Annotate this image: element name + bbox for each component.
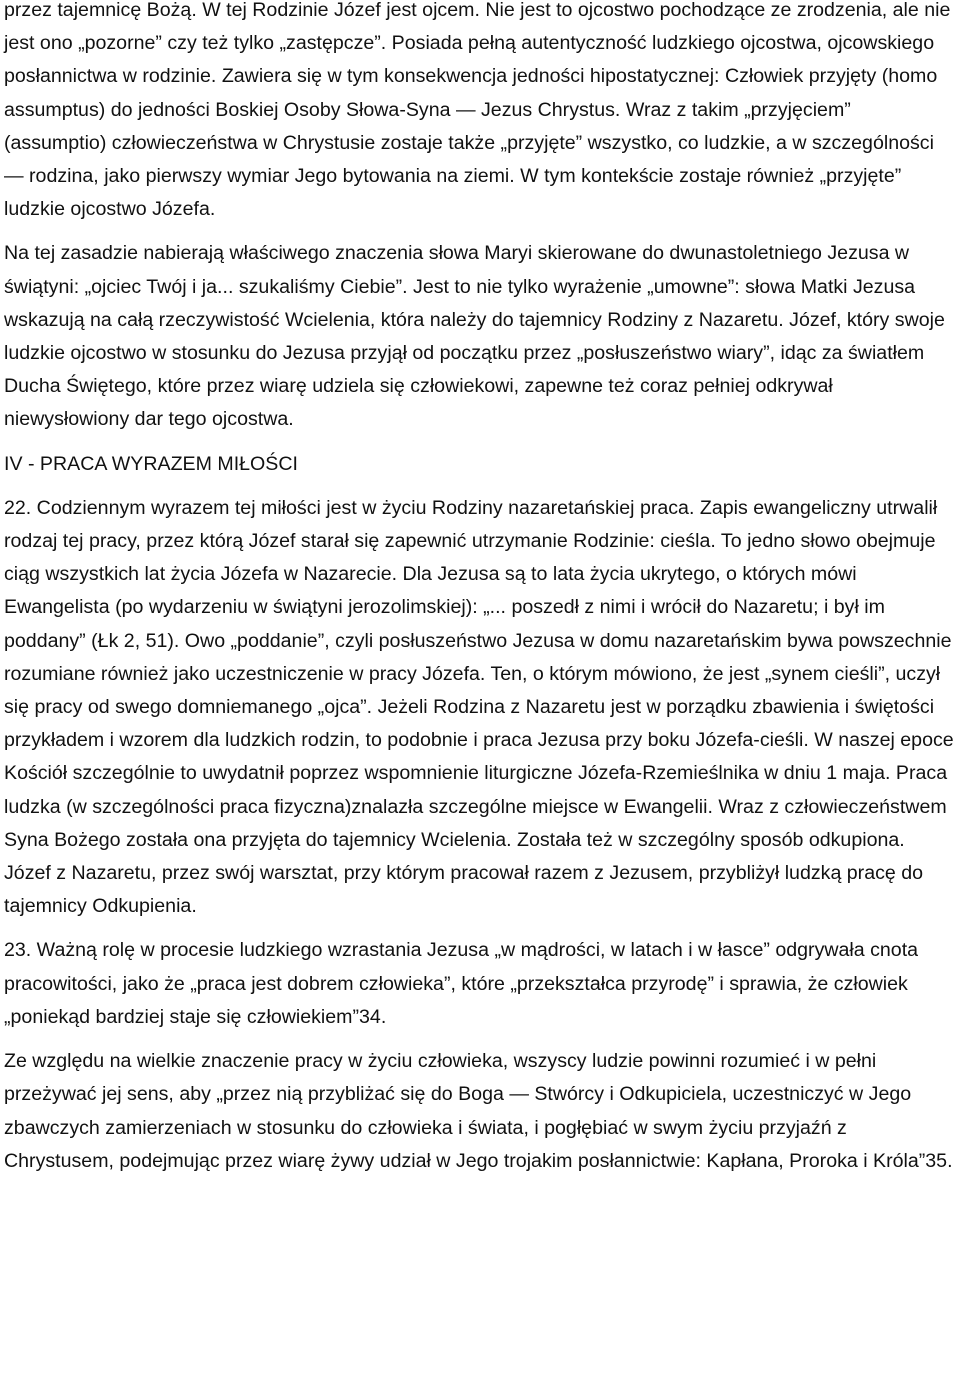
paragraph-slowa-maryi: Na tej zasadzie nabierają właściwego znaczenia słowa Maryi skierowane do dwunastoletniego Jezusa w świątyni: „ojciec Twój i ja... szukaliśmy Ciebie”. Jest to nie tylko wyrażenie „umowne”: słowa Matki Jezusa wskazują na całą rzeczywistość Wcielenia, która należy do tajemnicy Rodziny z Nazaretu. Józef, który swoje ludzkie ojcostwo w stosunku do Jezusa przyjął od początku przez „posłuszeństwo wiary”, idąc za światłem Ducha Świętego, które przez wiarę udziela się człowiekowi, zapewne też coraz pełniej odkrywał niewysłowiony dar tego ojcostwa.	[4, 242, 945, 431]
paragraph-23: 23. Ważną rolę w procesie ludzkiego wzrastania Jezusa „w mądrości, w latach i w łasce” odgrywała cnota pracowitości, jako że „praca jest dobrem człowieka”, które „przekształca przyrodę” i sprawia, że człowiek „poniekąd bardziej staje się człowiekiem”34.	[4, 939, 919, 1028]
paragraph-znaczenie-pracy: Ze względu na wielkie znaczenie pracy w życiu człowieka, wszyscy ludzie powinni rozumieć i w pełni przeżywać jej sens, aby „przez nią przybliżać się do Boga — Stwórcy i Odkupiciela, uczestniczyć w Jego zbawczych zamierzeniach w stosunku do człowieka i świata, i pogłębiać w swym życiu przyjaźń z Chrystusem, podejmując przez wiarę żywy udział w Jego trojakim posłannictwie: Kapłana, Proroka i Króla”35.	[4, 1050, 953, 1172]
paragraph-22: 22. Codziennym wyrazem tej miłości jest w życiu Rodziny nazaretańskiej praca. Zapis ewangeliczny utrwalił rodzaj tej pracy, przez którą Józef starał się zapewnić utrzymanie Rodzinie: cieśla. To jedno słowo obejmuje ciąg wszystkich lat życia Józefa w Nazarecie. Dla Jezusa są to lata życia ukrytego, o których mówi Ewangelista (po wydarzeniu w świątyni jerozolimskiej): „... poszedł z nimi i wrócił do Nazaretu; i był im poddany” (Łk 2, 51). Owo „poddanie”, czyli posłuszeństwo Jezusa w domu nazaretańskim bywa powszechnie rozumiane również jako uczestniczenie w pracy Józefa. Ten, o którym mówiono, że jest „synem cieśli”, uczył się pracy od swego domniemanego „ojca”. Jeżeli Rodzina z Nazaretu jest w porządku zbawienia i świętości przykładem i wzorem dla ludzkich rodzin, to podobnie i praca Jezusa przy boku Józefa-cieśli. W naszej epoce Kościół szczególnie to uwydatnił poprzez wspomnienie liturgiczne Józefa-Rzemieślnika w dniu 1 maja. Praca ludzka (w szczególności praca fizyczna)znalazła szczególne miejsce w Ewangelii. Wraz z człowieczeństwem Syna Bożego została ona przyjęta do tajemnicy Wcielenia. Została też w szczególny sposób odkupiona. Józef z Nazaretu, przez swój warsztat, przy którym pracował razem z Jezusem, przybliżył ludzką pracę do tajemnicy Odkupienia.	[4, 496, 954, 918]
paragraph-ojcostwo-jozefa: przez tajemnicę Bożą. W tej Rodzinie Józef jest ojcem. Nie jest to ojcostwo pochodzące ze zrodzenia, ale nie jest ono „pozorne” czy też tylko „zastępcze”. Posiada pełną autentyczność ludzkiego ojcostwa, ojcowskiego posłannictwa w rodzinie. Zawiera się w tym konsekwencja jedności hipostatycznej: Człowiek przyjęty (homo assumptus) do jedności Boskiej Osoby Słowa-Syna — Jezus Chrystus. Wraz z takim „przyjęciem” (assumptio) człowieczeństwa w Chrystusie zostaje także „przyjęte” wszystko, co ludzkie, a w szczególności — rodzina, jako pierwszy wymiar Jego bytowania na ziemi. W tym kontekście zostaje również „przyjęte” ludzkie ojcostwo Józefa.	[4, 0, 951, 221]
document-page	[4, 0, 956, 1189]
section-heading: IV - PRACA WYRAZEM MIŁOŚCI	[4, 452, 298, 475]
